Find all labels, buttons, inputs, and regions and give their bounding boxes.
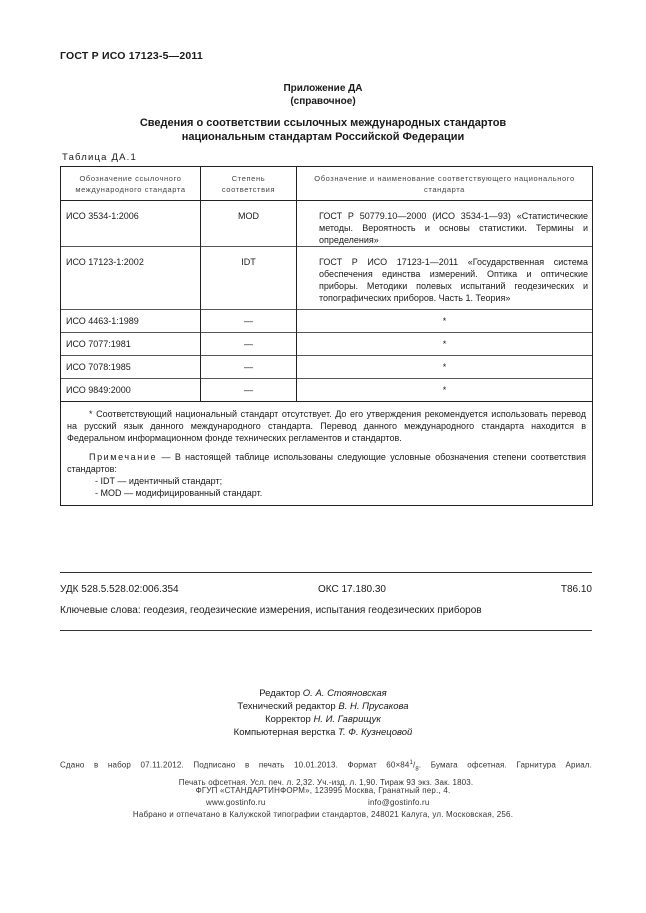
table-footnote: * Соответствующий национальный стандарт отсутствует. До его утверждения рекомендуется использовать перевод на русский язык данного международного стандарта. Перевод данного международного стандарта находится в Федеральном информационном фонде технических регламентов и стандартов.: [67, 409, 586, 443]
document-code: ГОСТ Р ИСО 17123-5—2011: [60, 50, 203, 62]
conformity-table: [60, 166, 593, 506]
cell-national: ГОСТ Р ИСО 17123-1—2011 «Государственная система обеспечения единства измерений. Оптика и оптические приборы. Методики полевых испытаний геодезических и топографических приборов. Часть 1. Теория»: [297, 247, 593, 310]
publisher-line3: Набрано и отпечатано в Калужской типографии стандартов, 248021 Калуга, ул. Московская, 256.: [132, 810, 514, 819]
table-row: [61, 201, 593, 247]
credit-layout: Компьютерная верстка Т. Ф. Кузнецовой: [233, 727, 413, 738]
credit-name: Т. Ф. Кузнецовой: [338, 727, 413, 738]
table-row: [61, 333, 593, 356]
annex-heading-line2: национальным стандартам Российской Федерации: [181, 131, 465, 143]
oks-code: ОКС 17.180.30: [318, 584, 386, 595]
classification-code: Т86.10: [560, 584, 592, 595]
cell-degree: IDT: [201, 247, 297, 310]
cell-national: ГОСТ Р 50779.10—2000 (ИСО 3534-1—93) «Статистические методы. Вероятность и основы статистики. Термины и определения»: [297, 201, 593, 247]
cell-degree: MOD: [201, 201, 297, 247]
table-row: [61, 356, 593, 379]
credit-name: О. А. Стояновская: [302, 688, 387, 699]
table-row: [61, 379, 593, 402]
publisher-website[interactable]: www.gostinfo.ru: [206, 798, 266, 807]
cell-national: *: [297, 333, 593, 356]
note-item-mod: - MOD — модифицированный стандарт.: [95, 488, 263, 498]
credits: [0, 687, 646, 739]
cell-intl: ИСО 17123-1:2002: [61, 247, 201, 310]
cell-degree: —: [201, 333, 297, 356]
publisher-line1: ФГУП «СТАНДАРТИНФОРМ», 123995 Москва, Гранатный пер., 4.: [195, 786, 451, 795]
annex-title: Приложение ДА: [283, 83, 363, 94]
note-label: Примечание: [89, 452, 158, 462]
imprint-line2: Печать офсетная. Усл. печ. л. 2,32. Уч.-изд. л. 1,90. Тираж 93 экз. Зак. 1803.: [178, 778, 474, 788]
note-text: — В настоящей таблице использованы следующие условные обозначения степени соответствия стандартов:: [67, 452, 586, 474]
credit-tech-editor: Технический редактор В. Н. Прусакова: [237, 701, 409, 712]
cell-intl: ИСО 7077:1981: [61, 333, 201, 356]
table-footer: [61, 402, 593, 506]
table-row: [61, 310, 593, 333]
credit-name: Н. И. Гаврищук: [313, 714, 381, 725]
divider-bottom: [60, 630, 592, 631]
cell-intl: ИСО 9849:2000: [61, 379, 201, 402]
imprint-line1: Сдано в набор 07.11.2012. Подписано в печать 10.01.2013. Формат $60\times 84^1/_8$. Бумага офсетная. Гарнитура Ариал.: [60, 760, 592, 773]
table-row: [61, 247, 593, 310]
keywords: Ключевые слова: геодезия, геодезические измерения, испытания геодезических приборов: [60, 605, 482, 616]
cell-intl: ИСО 4463-1:1989: [61, 310, 201, 333]
column-header-degree: Степень соответствия: [201, 167, 297, 201]
cell-degree: —: [201, 379, 297, 402]
note-item-idt: - IDT — идентичный стандарт;: [95, 476, 223, 486]
publisher-info: [0, 785, 646, 821]
divider-top: [60, 572, 592, 573]
credit-name: В. Н. Прусакова: [338, 701, 409, 712]
cell-intl: ИСО 7078:1985: [61, 356, 201, 379]
cell-degree: —: [201, 356, 297, 379]
cell-national: *: [297, 310, 593, 333]
table-footer-row: [61, 402, 593, 506]
column-header-national: Обозначение и наименование соответствующего национального стандарта: [297, 167, 593, 201]
cell-national: *: [297, 379, 593, 402]
table-note: [67, 451, 586, 475]
column-header-intl: Обозначение ссылочного международного стандарта: [61, 167, 201, 201]
annex-subtitle: (справочное): [290, 96, 356, 107]
credit-editor: Редактор О. А. Стояновская: [259, 688, 387, 699]
cell-degree: —: [201, 310, 297, 333]
cell-national: *: [297, 356, 593, 379]
publisher-email[interactable]: info@gostinfo.ru: [368, 798, 430, 807]
credit-proofreader: Корректор Н. И. Гаврищук: [265, 714, 381, 725]
udk-code: УДК 528.5.528.02:006.354: [60, 584, 179, 595]
annex-heading-line1: Сведения о соответствии ссылочных международных стандартов: [139, 117, 507, 129]
table-header-row: [61, 167, 593, 201]
table-label: Таблица ДА.1: [62, 152, 137, 163]
cell-intl: ИСО 3534-1:2006: [61, 201, 201, 247]
